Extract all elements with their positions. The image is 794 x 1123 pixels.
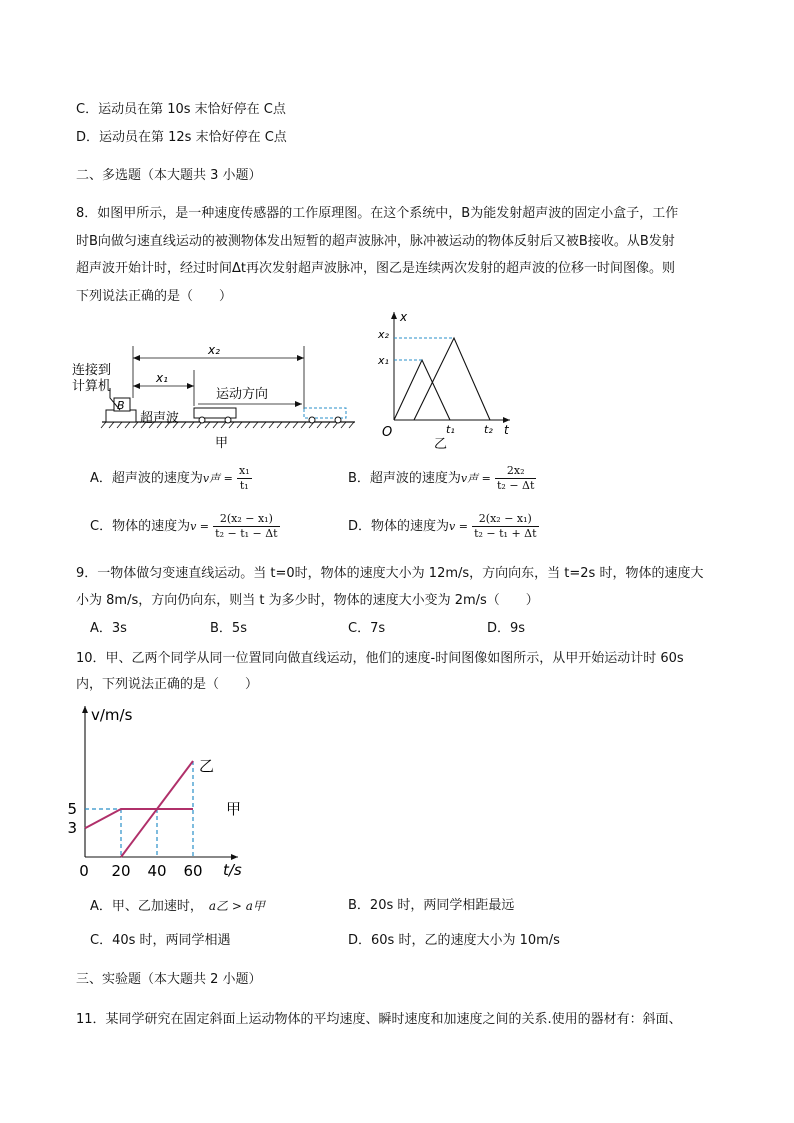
t2-tick-label: t₂ <box>484 423 493 436</box>
q10-vt-chart <box>60 700 260 882</box>
x2-tick-label: x₂ <box>378 328 389 341</box>
y-axis-label: v/m/s <box>91 706 133 724</box>
series-line-jia <box>85 809 193 828</box>
q8-option-c <box>90 512 280 542</box>
x1-tick-label: x₁ <box>378 354 389 367</box>
q8-stem-line2: 时B向做匀速直线运动的被测物体发出短暂的超声波脉冲，脉冲被运动的物体反射后又被B接收。从B发射 <box>76 234 675 249</box>
q10-stem-line1: 10．甲、乙两个同学从同一位置同向做直线运动，他们的速度-时间图像如图所示，从甲开始运动计时 60s <box>76 651 684 666</box>
series-label-yi: 乙 <box>199 757 215 775</box>
figure-caption-yi: 乙 <box>434 437 448 452</box>
q8-option-a <box>90 464 252 494</box>
q8-c-symbol: v = <box>190 520 210 533</box>
q7-option-d: D．运动员在第 12s 末恰好停在 C点 <box>76 130 287 145</box>
q11-stem-line1: 11．某同学研究在固定斜面上运动物体的平均速度、瞬时速度和加速度之间的关系.使用的器材有：斜面、 <box>76 1012 682 1027</box>
q8-d-fraction: $\frac{\text{2(x₂ − x₁)}}{\text{t₂ − t₁ + Δt}}$ <box>474 512 537 540</box>
connect-label-2: 计算机 <box>72 379 112 394</box>
t1-tick-label: t₁ <box>446 423 455 436</box>
axis-t-label: t <box>504 423 509 437</box>
q8-figure-yi <box>370 308 520 454</box>
q8-option-a-text: A．超声波的速度为 <box>90 471 203 486</box>
dim-x2-label: x₂ <box>208 343 220 357</box>
section-heading-multi-choice: 二、多选题（本大题共 3 小题） <box>76 168 262 183</box>
figure-caption-jia: 甲 <box>215 436 229 451</box>
q9-stem-line1: 9．一物体做匀变速直线运动。当 t=0时，物体的速度大小为 12m/s，方向向东，当 t=2s 时，物体的速度大 <box>76 566 704 581</box>
x-tick-60: 60 <box>183 862 203 880</box>
y-tick-3: 3 <box>67 819 77 838</box>
q8-option-b-text: B．超声波的速度为 <box>348 471 461 486</box>
x-tick-20: 20 <box>111 862 131 880</box>
q9-stem-line2: 小为 8m/s，方向仍向东，则当 t 为多少时，物体的速度大小变为 2m/s（ ） <box>76 593 539 608</box>
y-tick-5: 5 <box>67 800 77 818</box>
q10-option-c: C．40s 时，两同学相遇 <box>90 933 231 948</box>
direction-label: 运动方向 <box>216 387 269 402</box>
q10-option-a-math: a乙 > a甲 <box>208 899 265 913</box>
ultrasonic-label: 超声波 <box>140 411 180 426</box>
q8-d-symbol: v = <box>449 520 468 533</box>
q8-option-b <box>348 464 536 494</box>
q8-b-fraction: $\frac{\text{2x₂}}{\text{t₂ − Δt}}$ <box>497 464 535 492</box>
q8-c-fraction: $\frac{\text{2(x₂ − x₁)}}{\text{t₂ − t₁ − Δt}}$ <box>215 512 278 540</box>
series-label-jia: 甲 <box>226 800 242 818</box>
dim-x1-label: x₁ <box>156 371 168 385</box>
y-axis-arrow <box>82 706 88 713</box>
axis-x-label: x <box>400 310 408 324</box>
x-axis-arrow <box>231 854 238 860</box>
x-axis-label: t/s <box>223 861 242 879</box>
x-tick-0: 0 <box>79 862 89 880</box>
connect-label-1: 连接到 <box>72 363 112 378</box>
q8-option-c-text: C．物体的速度为 <box>90 519 191 534</box>
q9-option-a: A．3s <box>90 621 127 636</box>
q9-option-c: C．7s <box>348 621 386 636</box>
x-tick-40: 40 <box>147 862 167 880</box>
q8-option-d <box>348 512 539 542</box>
box-label: B <box>117 399 125 412</box>
q9-option-d: D．9s <box>487 621 526 636</box>
origin-label: O <box>382 425 393 440</box>
q8-a-fraction: $\frac{\text{x₁}}{\text{t₁}}$ <box>238 464 250 492</box>
q7-option-c: C．运动员在第 10s 末恰好停在 C点 <box>76 102 286 117</box>
q8-stem-line1: 8．如图甲所示，是一种速度传感器的工作原理图。在这个系统中，B为能发射超声波的固定小盒子，工作 <box>76 206 679 221</box>
q8-a-symbol: v声 = <box>202 472 233 485</box>
q10-option-b: B．20s 时，两同学相距最远 <box>348 898 515 913</box>
q8-b-symbol: v声 = <box>460 472 491 485</box>
q9-option-b: B．5s <box>210 621 247 636</box>
q8-stem-line3: 超声波开始计时，经过时间Δt再次发射超声波脉冲，图乙是连续两次发射的超声波的位移一时间图像。则 <box>76 261 675 276</box>
q10-option-d: D．60s 时，乙的速度大小为 10m/s <box>348 933 560 948</box>
section-heading-experiment: 三、实验题（本大题共 2 小题） <box>76 972 262 987</box>
q8-stem-line4: 下列说法正确的是（ ） <box>76 289 233 304</box>
q8-option-d-text: D．物体的速度为 <box>348 519 450 534</box>
q10-option-a-text: A．甲、乙加速时， <box>90 899 203 914</box>
q8-figure-jia <box>70 318 360 453</box>
q10-option-a <box>90 896 265 917</box>
q10-stem-line2: 内，下列说法正确的是（ ） <box>76 677 259 692</box>
